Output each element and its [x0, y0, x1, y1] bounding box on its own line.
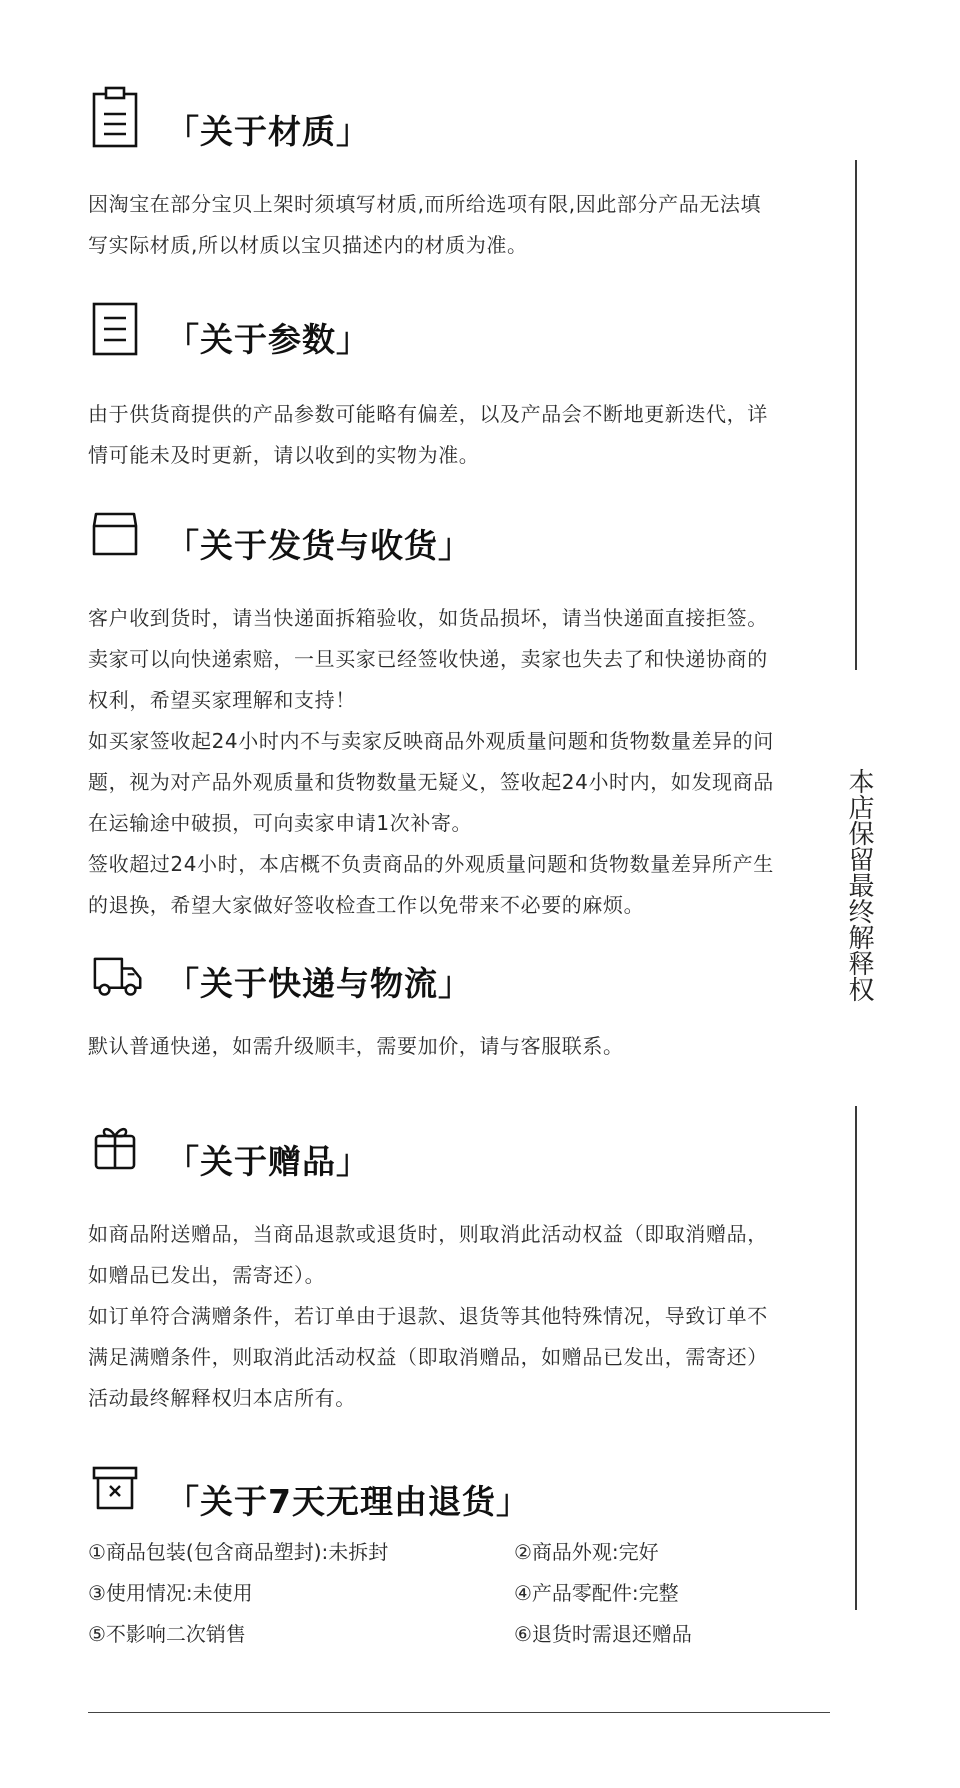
paragraph-line: 在运输途中破损，可向卖家申请1次补寄。 — [88, 811, 473, 835]
return-conditions-row — [88, 1618, 808, 1659]
section-title: 「关于发货与收货」 — [166, 526, 472, 565]
return-condition-item: ⑤不影响二次销售 — [88, 1622, 246, 1646]
paragraph-line: 由于供货商提供的产品参数可能略有偏差，以及产品会不断地更新迭代，详 — [88, 402, 768, 426]
return-condition-item: ②商品外观:完好 — [514, 1540, 659, 1564]
paragraph-line: 如买家签收起24小时内不与卖家反映商品外观质量问题和货物数量差异的问 — [88, 729, 774, 753]
return-condition-item: ⑥退货时需退还赠品 — [514, 1622, 692, 1646]
side-divider-bottom — [855, 1106, 857, 1610]
return-condition-item: ④产品零配件:完整 — [514, 1581, 679, 1605]
box-icon — [92, 508, 138, 572]
paragraph-line: 如订单符合满赠条件，若订单由于退款、退货等其他特殊情况，导致订单不 — [88, 1304, 768, 1328]
section-courier-logistics — [88, 950, 808, 1067]
paragraph-line: 如商品附送赠品，当商品退款或退货时，则取消此活动权益（即取消赠品， — [88, 1222, 768, 1246]
section-header — [88, 1464, 808, 1534]
return-conditions-list — [88, 1536, 808, 1659]
return-condition-item: ①商品包装(包含商品塑封):未拆封 — [88, 1540, 389, 1564]
side-note: 本店保留最终解释权 — [844, 768, 874, 1002]
section-gifts — [88, 1122, 808, 1419]
side-divider-top — [855, 160, 857, 670]
document-list-icon — [92, 298, 138, 362]
paragraph-line: 权利，希望买家理解和支持！ — [88, 688, 356, 712]
paragraph-line: 签收超过24小时，本店概不负责商品的外观质量问题和货物数量差异所产生 — [88, 852, 774, 876]
paragraph-line: 因淘宝在部分宝贝上架时须填写材质,而所给选项有限,因此部分产品无法填 — [88, 192, 762, 216]
paragraph-line: 客户收到货时，请当快递面拆箱验收，如货品损坏，请当快递面直接拒签。 — [88, 606, 768, 630]
bottom-divider — [88, 1712, 830, 1713]
section-title: 「关于材质」 — [166, 112, 370, 151]
return-conditions-row — [88, 1577, 808, 1618]
paragraph-line: 满足满赠条件，则取消此活动权益（即取消赠品，如赠品已发出，需寄还） — [88, 1345, 768, 1369]
section-title: 「关于参数」 — [166, 320, 370, 359]
paragraph-line: 题，视为对产品外观质量和货物数量无疑义，签收起24小时内，如发现商品 — [88, 770, 774, 794]
section-header — [88, 86, 808, 156]
return-conditions-row — [88, 1536, 808, 1577]
section-shipping-receiving — [88, 508, 808, 926]
section-parameters — [88, 298, 808, 476]
delivery-truck-icon — [92, 950, 146, 1014]
section-title: 「关于赠品」 — [166, 1142, 370, 1181]
section-7day-returns — [88, 1464, 808, 1534]
section-title: 「关于快递与物流」 — [166, 964, 472, 1003]
paragraph-line: 如赠品已发出，需寄还）。 — [88, 1263, 326, 1287]
return-box-icon — [92, 1464, 138, 1528]
paragraph-line: 活动最终解释权归本店所有。 — [88, 1386, 356, 1410]
paragraph-line: 的退换，希望大家做好签收检查工作以免带来不必要的麻烦。 — [88, 893, 645, 917]
paragraph-line: 卖家可以向快递索赔，一旦买家已经签收快递，卖家也失去了和快递协商的 — [88, 647, 768, 671]
section-header — [88, 508, 808, 578]
section-title: 「关于7天无理由退货」 — [166, 1482, 530, 1521]
section-material — [88, 86, 808, 266]
section-header — [88, 950, 808, 1020]
return-condition-item: ③使用情况:未使用 — [88, 1581, 253, 1605]
section-header — [88, 1122, 808, 1192]
paragraph-line: 默认普通快递，如需升级顺丰，需要加价，请与客服联系。 — [88, 1034, 624, 1058]
gift-icon — [92, 1122, 138, 1186]
paragraph-line: 情可能未及时更新，请以收到的实物为准。 — [88, 443, 480, 467]
section-header — [88, 298, 808, 368]
paragraph-line: 写实际材质,所以材质以宝贝描述内的材质为准。 — [88, 233, 528, 257]
clipboard-icon — [92, 86, 138, 150]
